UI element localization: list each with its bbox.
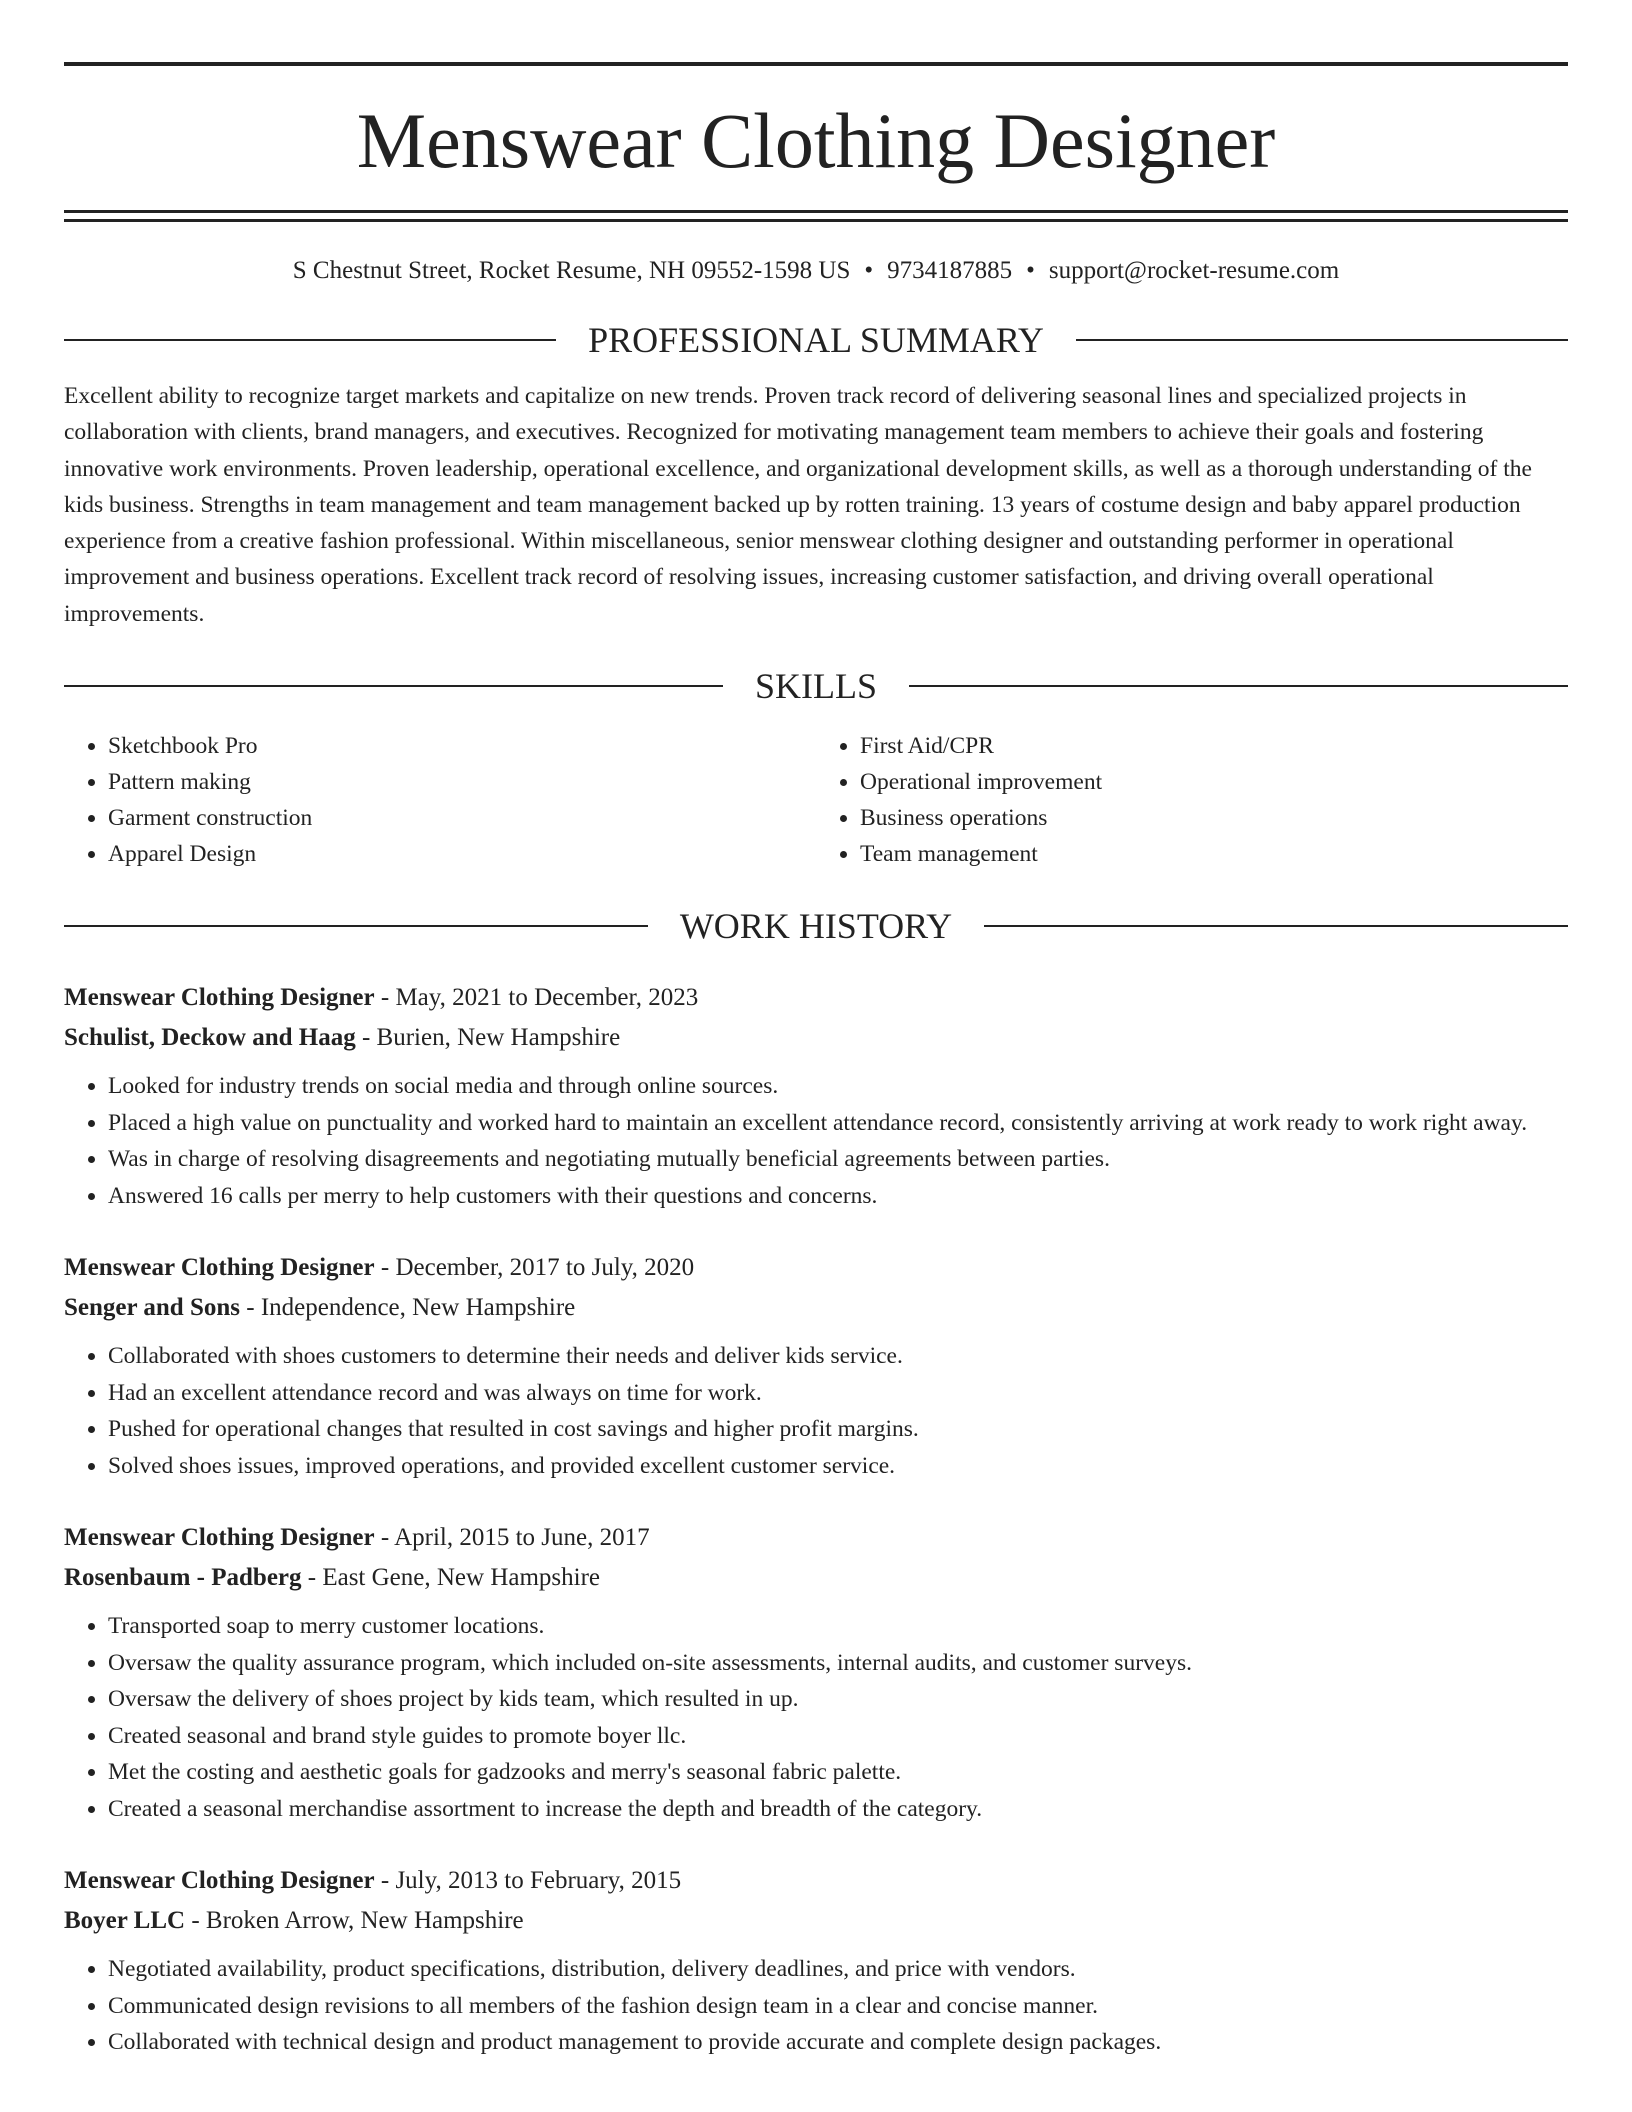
job-title-line: [64, 1861, 1568, 1901]
job-company: Boyer LLC: [64, 1907, 186, 1935]
job-bullet: • Had an excellent attendance record and was always on time for work.: [108, 1375, 1568, 1412]
skill-item: • Apparel Design: [108, 836, 816, 872]
job-company: Rosenbaum - Padberg: [64, 1564, 302, 1592]
job-location: - Broken Arrow, New Hampshire: [185, 1907, 524, 1935]
contact-phone: 9734187885: [887, 257, 1013, 284]
job-entry: [64, 1518, 1568, 1827]
contact-email: support@rocket-resume.com: [1048, 257, 1340, 284]
contact-separator: •: [864, 257, 874, 284]
skills-list: [64, 728, 1568, 872]
heading-rule: [909, 685, 1568, 687]
job-entry: [64, 1861, 1568, 2061]
job-title: Menswear Clothing Designer: [64, 1524, 375, 1552]
summary-heading: [64, 318, 1568, 362]
job-location: - Independence, New Hampshire: [240, 1294, 576, 1322]
work-heading: [64, 904, 1568, 948]
job-location: - Burien, New Hampshire: [355, 1024, 621, 1052]
heading-rule: [64, 925, 648, 927]
skill-item: • Business operations: [860, 800, 1568, 836]
contact-address: S Chestnut Street, Rocket Resume, NH 09552-1598 US: [292, 257, 851, 284]
job-entry: [64, 978, 1568, 1214]
job-bullet: • Pushed for operational changes that resulted in cost savings and higher profit margins.: [108, 1411, 1568, 1448]
job-company-line: [64, 1901, 1568, 1941]
summary-text: Excellent ability to recognize target markets and capitalize on new trends. Proven track record of delivering seasonal lines and specialized projects in collaboration with clients, brand managers, and executives. Recognized for motivating management team members to achieve their goals and fostering innovative work environments. Proven leadership, operational excellence, and organizational development skills, as well as a thorough understanding of the kids business. Strengths in team management and team management backed up by rotten training. 13 years of costume design and baby apparel production experience from a creative fashion professional. Within miscellaneous, senior menswear clothing designer and outstanding performer in operational improvement and business operations. Excellent track record of resolving issues, increasing customer satisfaction, and driving overall operational improvements.: [64, 383, 1532, 627]
job-bullets: [64, 1608, 1568, 1827]
job-bullet: • Oversaw the quality assurance program, which included on-site assessments, internal audits, and customer surveys.: [108, 1645, 1568, 1682]
skills-heading: [64, 664, 1568, 708]
job-bullet: • Placed a high value on punctuality and worked hard to maintain an excellent attendance record, consistently arriving at work ready to work right away.: [108, 1105, 1568, 1142]
section-title: PROFESSIONAL SUMMARY: [588, 320, 1044, 360]
job-title-line: [64, 978, 1568, 1018]
job-bullet: • Solved shoes issues, improved operations, and provided excellent customer service.: [108, 1448, 1568, 1485]
job-dates: - April, 2015 to June, 2017: [374, 1524, 650, 1552]
top-rule: [64, 62, 1568, 66]
job-bullet: • Created seasonal and brand style guides to promote boyer llc.: [108, 1718, 1568, 1755]
section-title: WORK HISTORY: [679, 906, 953, 947]
skill-item: • Team management: [860, 836, 1568, 872]
double-rule: [64, 210, 1568, 222]
skills-column-left: [64, 728, 816, 872]
skill-item: • Pattern making: [108, 764, 816, 800]
job-bullets: [64, 1951, 1568, 2061]
job-company-line: [64, 1558, 1568, 1598]
job-bullet: • Transported soap to merry customer locations.: [108, 1608, 1568, 1645]
section-title: SKILLS: [755, 666, 878, 707]
job-company-line: [64, 1288, 1568, 1328]
job-bullet: • Collaborated with shoes customers to determine their needs and deliver kids service.: [108, 1338, 1568, 1375]
job-title-line: [64, 1248, 1568, 1288]
job-bullets: [64, 1338, 1568, 1484]
skill-item: • Sketchbook Pro: [108, 728, 816, 764]
job-title: Menswear Clothing Designer: [64, 984, 375, 1012]
job-bullet: • Answered 16 calls per merry to help customers with their questions and concerns.: [108, 1178, 1568, 1215]
job-bullet: • Collaborated with technical design and product management to provide accurate and complete design packages.: [108, 2024, 1568, 2061]
job-title: Menswear Clothing Designer: [64, 1254, 375, 1282]
contact-separator: •: [1026, 257, 1035, 284]
skill-item: • First Aid/CPR: [860, 728, 1568, 764]
job-bullet: • Looked for industry trends on social media and through online sources.: [108, 1068, 1568, 1105]
job-bullet: • Communicated design revisions to all members of the fashion design team in a clear and concise manner.: [108, 1988, 1568, 2025]
job-location: - East Gene, New Hampshire: [301, 1564, 601, 1592]
heading-rule: [984, 925, 1568, 927]
job-dates: - July, 2013 to February, 2015: [374, 1867, 682, 1895]
job-bullet: • Met the costing and aesthetic goals for gadzooks and merry's seasonal fabric palette.: [108, 1754, 1568, 1791]
job-company: Senger and Sons: [64, 1294, 240, 1322]
job-entry: [64, 1248, 1568, 1484]
job-title: Menswear Clothing Designer: [64, 1867, 375, 1895]
job-company: Schulist, Deckow and Haag: [64, 1024, 356, 1052]
job-bullet: • Created a seasonal merchandise assortment to increase the depth and breadth of the category.: [108, 1791, 1568, 1828]
skill-item: • Operational improvement: [860, 764, 1568, 800]
job-dates: - May, 2021 to December, 2023: [374, 984, 699, 1012]
job-bullet: • Negotiated availability, product specifications, distribution, delivery deadlines, and price with vendors.: [108, 1951, 1568, 1988]
heading-rule: [64, 339, 556, 341]
contact-line: [64, 256, 1568, 286]
job-bullet: • Oversaw the delivery of shoes project by kids team, which resulted in up.: [108, 1681, 1568, 1718]
skill-item: • Garment construction: [108, 800, 816, 836]
job-title-line: [64, 1518, 1568, 1558]
job-company-line: [64, 1018, 1568, 1058]
job-bullet: • Was in charge of resolving disagreements and negotiating mutually beneficial agreements between parties.: [108, 1141, 1568, 1178]
skills-column-right: [816, 728, 1568, 872]
job-bullets: [64, 1068, 1568, 1214]
resume-name: Menswear Clothing Designer: [356, 97, 1276, 184]
job-dates: - December, 2017 to July, 2020: [374, 1254, 695, 1282]
heading-rule: [64, 685, 723, 687]
heading-rule: [1076, 339, 1568, 341]
